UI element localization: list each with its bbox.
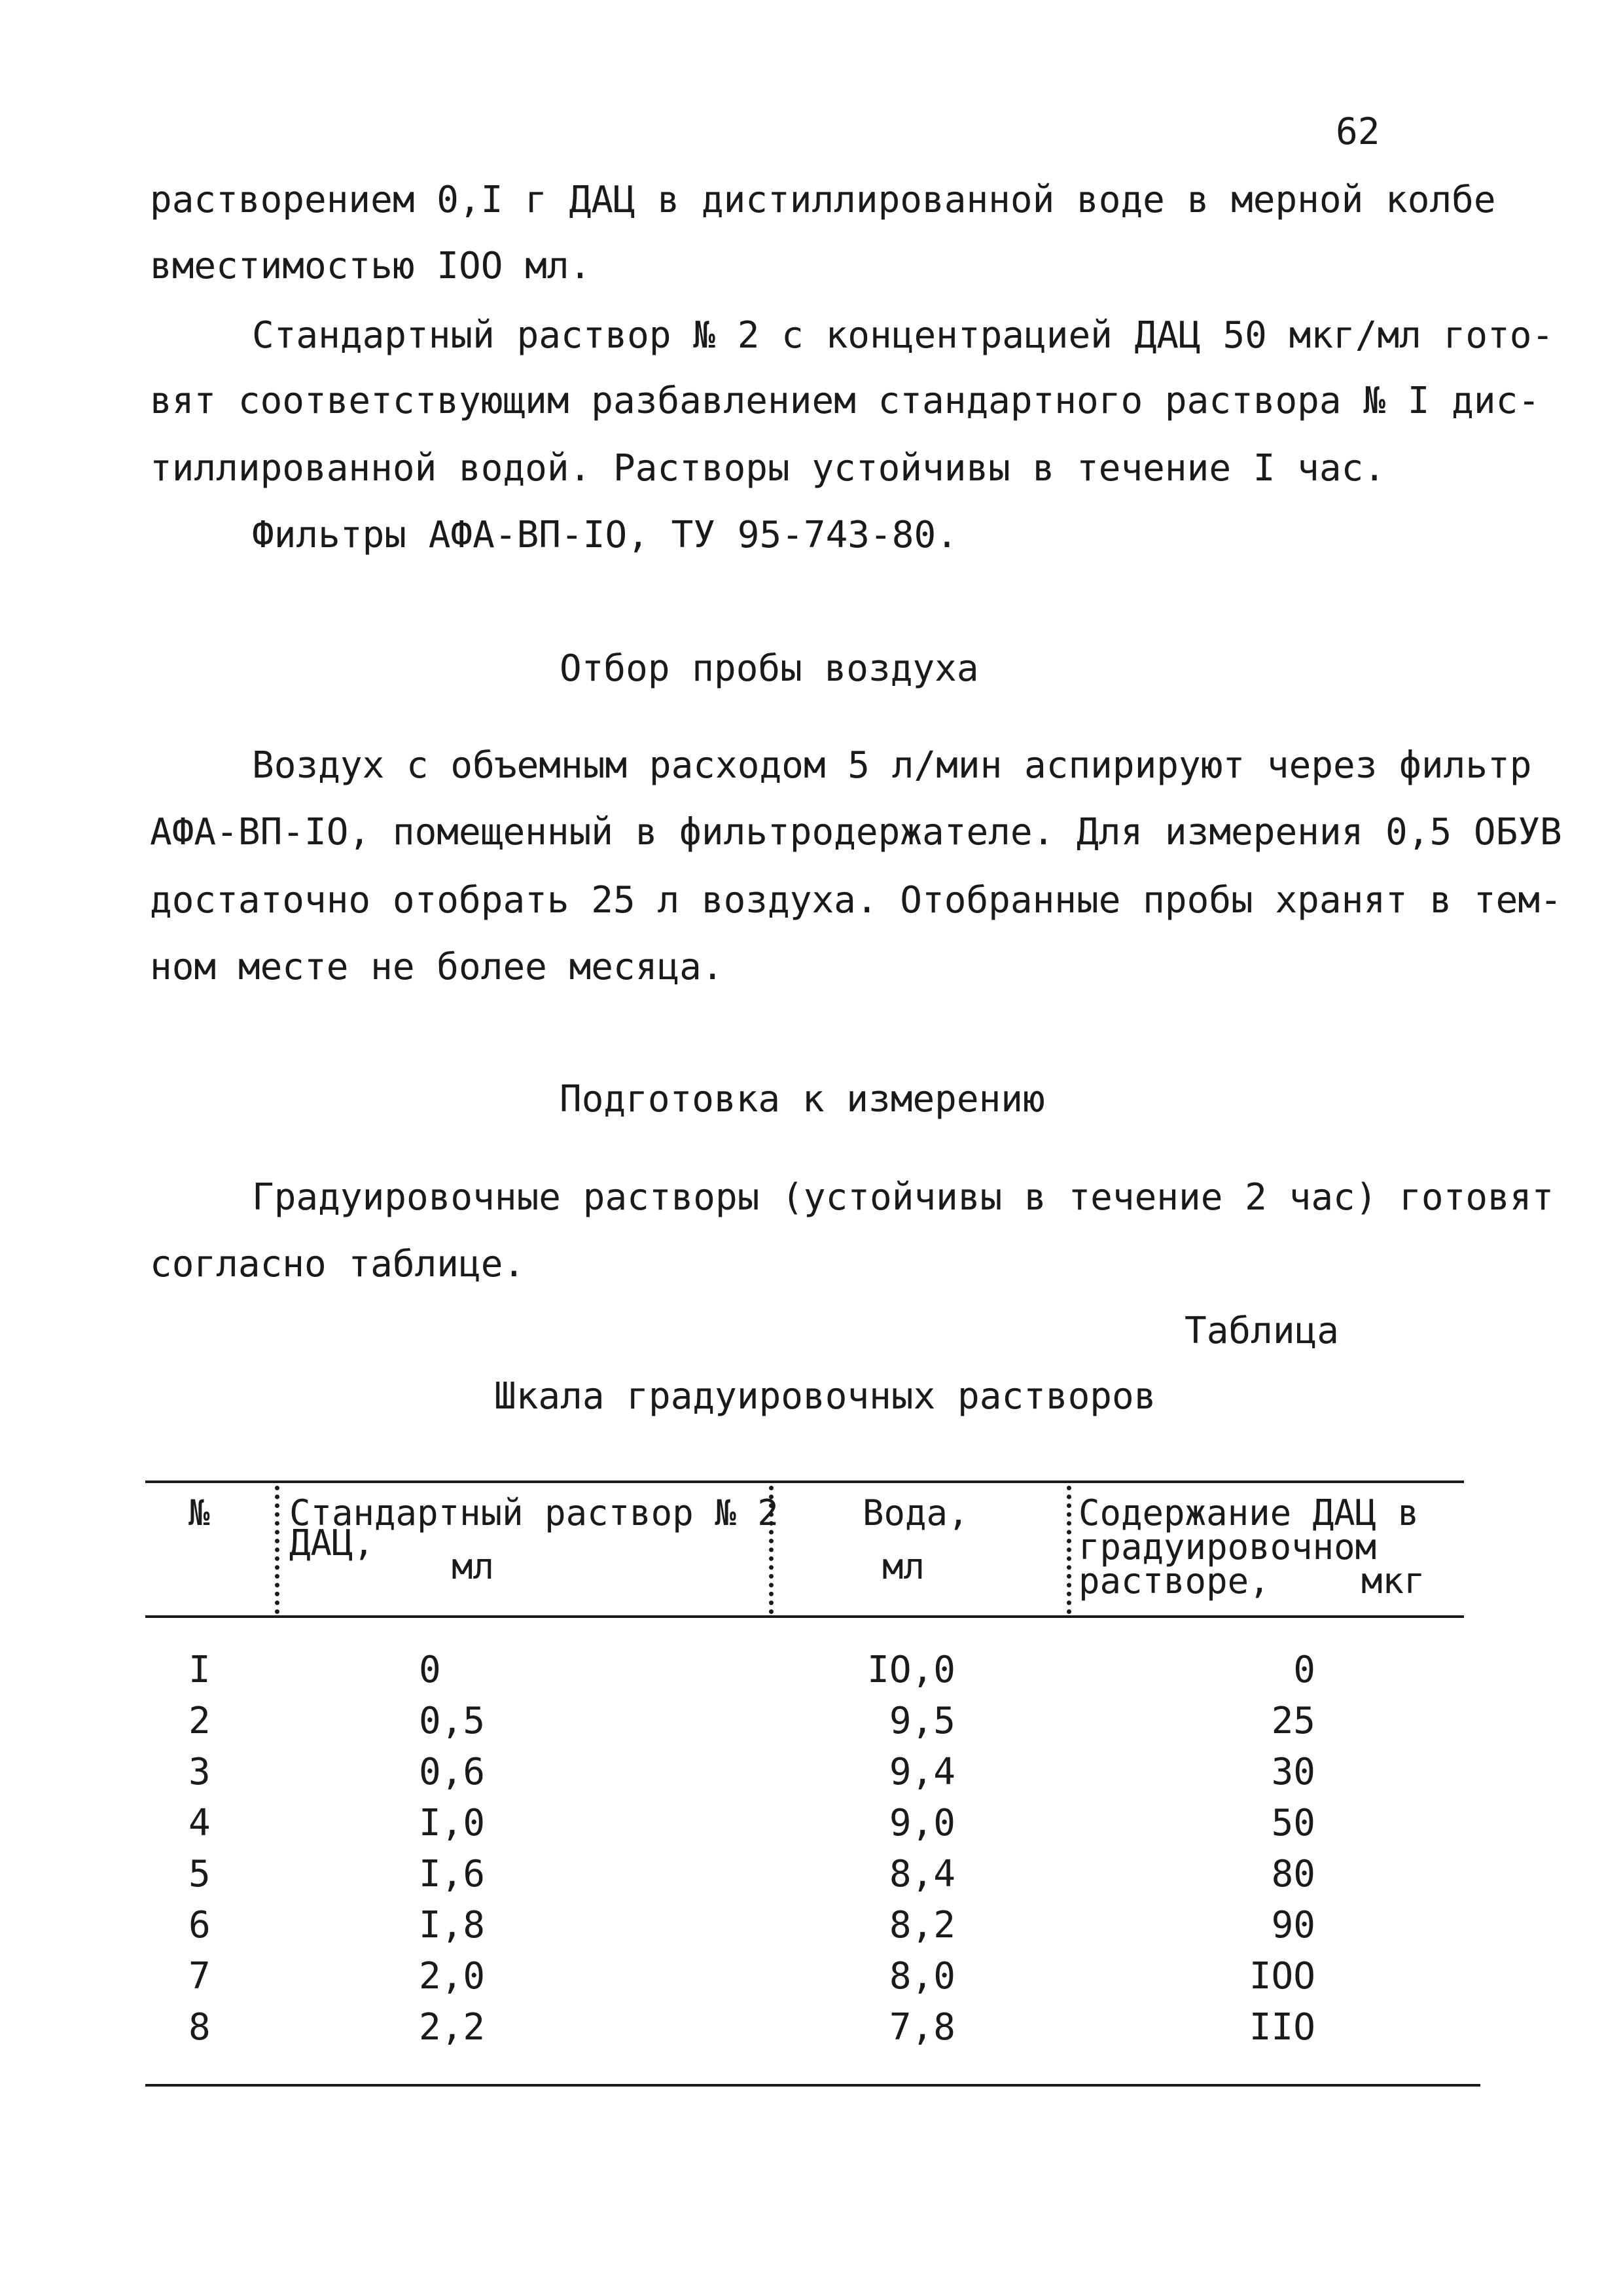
row-dac: 80 bbox=[1271, 1853, 1315, 1895]
row-std: I,0 bbox=[419, 1802, 486, 1844]
header-std-line2: ДАЦ, bbox=[289, 1522, 375, 1564]
row-water: 8,0 bbox=[889, 1955, 955, 1998]
row-dac: 25 bbox=[1271, 1700, 1315, 1742]
row-dac: 50 bbox=[1271, 1802, 1315, 1844]
paragraph-line: вместимостью IOO мл. bbox=[150, 245, 592, 287]
row-num: 7 bbox=[188, 1955, 211, 1998]
header-dac-line1: Содержание ДАЦ в bbox=[1079, 1492, 1419, 1534]
table-top-rule bbox=[145, 1480, 1464, 1483]
paragraph-line: вят соответствующим разбавлением стандартного раствора № I дис- bbox=[150, 380, 1541, 422]
row-water: 8,2 bbox=[889, 1904, 955, 1946]
row-std: 2,2 bbox=[419, 2006, 486, 2049]
table-label: Таблица bbox=[1185, 1310, 1340, 1352]
paragraph-line: согласно таблице. bbox=[150, 1243, 526, 1285]
row-std: 0 bbox=[419, 1649, 441, 1691]
column-divider bbox=[275, 1486, 279, 1614]
row-water: 9,5 bbox=[889, 1700, 955, 1742]
paragraph-line: АФА-ВП-IO, помещенный в фильтродержателе. Для измерения 0,5 ОБУВ bbox=[150, 811, 1562, 853]
row-dac: 0 bbox=[1293, 1649, 1315, 1691]
row-std: I,8 bbox=[419, 1904, 486, 1946]
table-bottom-rule bbox=[145, 2084, 1480, 2087]
row-std: 0,6 bbox=[419, 1751, 486, 1793]
row-std: 0,5 bbox=[419, 1700, 486, 1742]
header-dac-line3: растворе, bbox=[1079, 1560, 1270, 1602]
header-water-line1: Вода, bbox=[863, 1492, 969, 1534]
row-num: 4 bbox=[188, 1802, 211, 1844]
header-dac-line2: градуировочном bbox=[1079, 1526, 1377, 1568]
row-dac: IIO bbox=[1249, 2006, 1315, 2049]
row-dac: 90 bbox=[1271, 1904, 1315, 1946]
header-std-unit: мл bbox=[452, 1546, 495, 1587]
section-heading: Отбор пробы воздуха bbox=[560, 647, 979, 690]
row-water: IO,0 bbox=[867, 1649, 955, 1691]
row-num: 6 bbox=[188, 1904, 211, 1946]
header-std-line1: Стандартный раствор № 2 bbox=[289, 1492, 779, 1534]
row-num: 5 bbox=[188, 1853, 211, 1895]
row-std: I,6 bbox=[419, 1853, 486, 1895]
row-water: 9,4 bbox=[889, 1751, 955, 1793]
paragraph-line: достаточно отобрать 25 л воздуха. Отобранные пробы хранят в тем- bbox=[150, 879, 1562, 922]
row-water: 7,8 bbox=[889, 2006, 955, 2049]
row-num: I bbox=[188, 1649, 211, 1691]
paragraph-line: растворением 0,I г ДАЦ в дистиллированной воде в мерной колбе bbox=[150, 179, 1496, 221]
column-divider bbox=[1067, 1486, 1071, 1614]
page-number: 62 bbox=[1336, 111, 1380, 153]
row-num: 8 bbox=[188, 2006, 211, 2049]
row-num: 3 bbox=[188, 1751, 211, 1793]
section-heading: Подготовка к измерению bbox=[560, 1078, 1045, 1121]
header-water-unit: мл bbox=[882, 1546, 925, 1587]
row-water: 9,0 bbox=[889, 1802, 955, 1844]
row-num: 2 bbox=[188, 1700, 211, 1742]
paragraph-line: ном месте не более месяца. bbox=[150, 946, 724, 988]
paragraph-line: Фильтры АФА-ВП-IO, ТУ 95-743-80. bbox=[252, 514, 958, 556]
row-water: 8,4 bbox=[889, 1853, 955, 1895]
header-num: № bbox=[188, 1492, 210, 1534]
row-dac: IOO bbox=[1249, 1955, 1315, 1998]
paragraph-line: Воздух с объемным расходом 5 л/мин аспирируют через фильтр bbox=[252, 744, 1532, 787]
table-header-rule bbox=[145, 1615, 1464, 1618]
paragraph-line: Стандартный раствор № 2 с концентрацией ДАЦ 50 мкг/мл гото- bbox=[252, 314, 1554, 357]
row-dac: 30 bbox=[1271, 1751, 1315, 1793]
paragraph-line: тиллированной водой. Растворы устойчивы в течение I час. bbox=[150, 447, 1386, 490]
table-title: Шкала градуировочных растворов bbox=[494, 1375, 1156, 1418]
row-std: 2,0 bbox=[419, 1955, 486, 1998]
header-dac-unit: мкг bbox=[1361, 1560, 1425, 1602]
paragraph-line: Градуировочные растворы (устойчивы в течение 2 час) готовят bbox=[252, 1176, 1554, 1219]
